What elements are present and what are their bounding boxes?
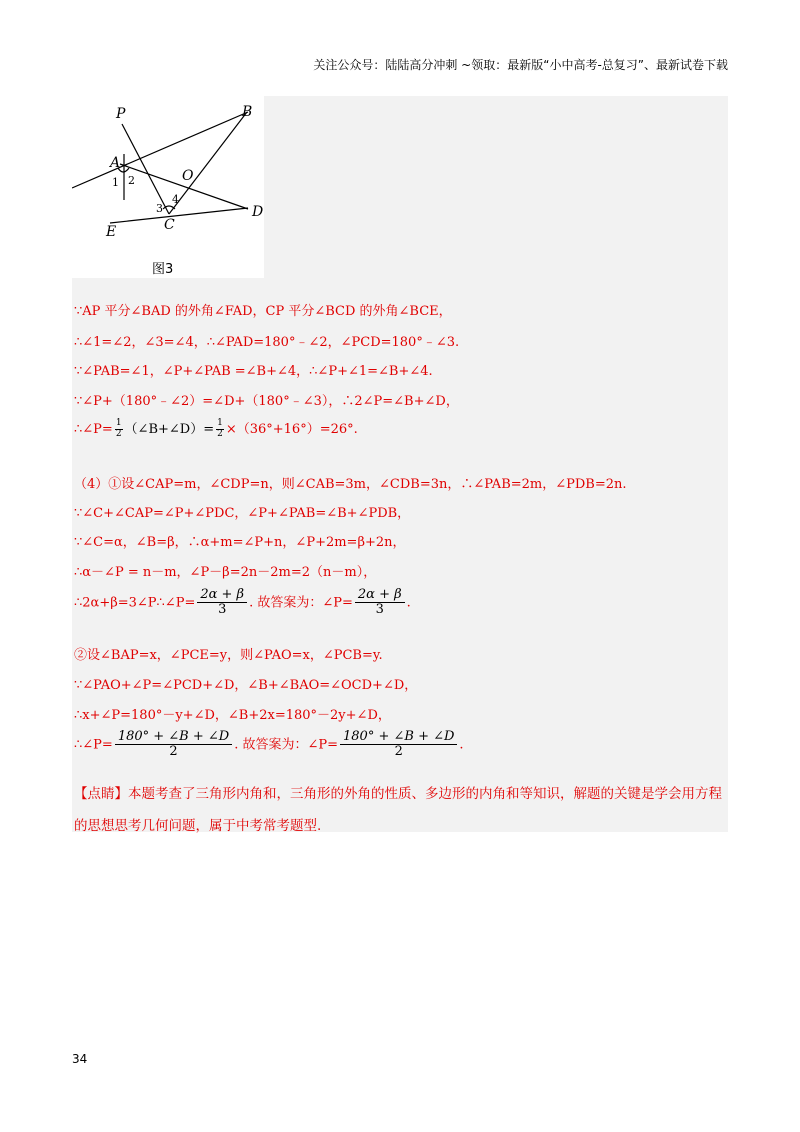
solution-line-10 xyxy=(74,588,411,618)
line10-prefix: ∴2α+β=3∠P∴∠P= xyxy=(74,595,196,611)
label-a: A xyxy=(110,155,121,171)
line10-middle: . 故答案为：∠P= xyxy=(249,595,353,611)
solution-line-5 xyxy=(74,418,358,440)
label-angle-1: 1 xyxy=(112,176,119,189)
solution-line-1: ∵AP 平分∠BAD 的外角∠FAD，CP 平分∠BCD 的外角∠BCE， xyxy=(74,304,452,319)
fraction-denominator: 3 xyxy=(375,602,384,618)
line5-middle: （∠B+∠D）= xyxy=(124,422,215,437)
line-through-a-b xyxy=(72,112,248,188)
label-d: D xyxy=(252,204,264,220)
fraction-denominator: 2 xyxy=(217,429,223,439)
label-c: C xyxy=(164,217,175,233)
label-e: E xyxy=(106,224,117,240)
fraction-one-half xyxy=(115,419,123,440)
label-b: B xyxy=(242,104,253,120)
line-b-c xyxy=(169,112,247,214)
fraction-denominator: 3 xyxy=(218,602,227,618)
label-angle-4: 4 xyxy=(172,193,179,206)
key-point-note: 【点睛】本题考查了三角形内角和，三角形的外角的性质、多边形的内角和等知识，解题的关键是学会用方程的思想思考几何问题，属于中考常考题型. xyxy=(74,786,722,834)
line5-prefix: ∴∠P= xyxy=(74,422,113,437)
fraction-denominator: 2 xyxy=(115,429,122,439)
line10-suffix: . xyxy=(406,595,411,611)
fraction-denominator: 2 xyxy=(394,744,403,760)
fraction-numerator: 180° + ∠B + ∠D xyxy=(340,730,457,745)
solution-line-13: ∴x+∠P=180°－y+∠D，∠B+2x=180°－2y+∠D， xyxy=(74,708,391,723)
fraction-one-half-2 xyxy=(216,419,224,440)
label-angle-3: 3 xyxy=(156,202,163,215)
line-p-c xyxy=(122,124,169,214)
solution-line-3: ∵∠PAB=∠1，∠P+∠PAB =∠B+∠4，∴∠P+∠1=∠B+∠4. xyxy=(74,364,433,379)
line14-suffix: . xyxy=(459,737,464,753)
line-e-d xyxy=(110,208,248,223)
line14-middle: . 故答案为：∠P= xyxy=(234,737,339,753)
solution-line-14 xyxy=(74,730,464,760)
fraction-2alpha-beta-answer xyxy=(355,588,405,618)
fraction-numerator: 2α + β xyxy=(355,588,405,603)
fraction-numerator: 2α + β xyxy=(197,588,247,603)
fraction-denominator: 2 xyxy=(169,744,178,760)
fraction-180-b-d-answer xyxy=(340,730,457,760)
label-angle-2: 2 xyxy=(128,174,135,187)
solution-line-8: ∵∠C=α，∠B=β，∴α+m=∠P+n，∠P+2m=β+2n， xyxy=(74,535,406,550)
geometry-figure xyxy=(72,96,264,278)
solution-line-12: ∵∠PAO+∠P=∠PCD+∠D，∠B+∠BAO=∠OCD+∠D， xyxy=(74,678,418,693)
solution-line-2: ∴∠1=∠2，∠3=∠4，∴∠PAD=180°﹣∠2，∠PCD=180°﹣∠3. xyxy=(74,335,460,350)
solution-line-11: ②设∠BAP=x，∠PCE=y，则∠PAO=x，∠PCB=y. xyxy=(74,648,383,663)
solution-line-4: ∵∠P+（180°﹣∠2）=∠D+（180°﹣∠3），∴2∠P=∠B+∠D， xyxy=(74,394,459,409)
figure-caption: 图3 xyxy=(152,262,174,277)
fraction-numerator: 1 xyxy=(115,418,122,429)
page-header: 关注公众号：陆陆高分冲刺 ~领取：最新版“小中高考-总复习”、最新试卷下载 xyxy=(313,58,728,72)
figure-3-diagram xyxy=(72,96,264,278)
fraction-180-b-d xyxy=(115,730,232,760)
solution-line-7: ∵∠C+∠CAP=∠P+∠PDC，∠P+∠PAB=∠B+∠PDB， xyxy=(74,506,411,521)
fraction-numerator: 1 xyxy=(217,418,223,429)
page-number: 34 xyxy=(72,1052,88,1066)
solution-line-9: ∴α－∠P = n－m，∠P－β=2n－2m=2（n－m）， xyxy=(74,565,377,580)
label-p: P xyxy=(116,106,126,122)
fraction-numerator: 180° + ∠B + ∠D xyxy=(115,730,232,745)
line14-prefix: ∴∠P= xyxy=(74,737,113,753)
fraction-2alpha-beta xyxy=(197,588,247,618)
line5-suffix: ×（36°+16°）=26°. xyxy=(225,422,358,437)
label-o: O xyxy=(182,168,194,184)
solution-line-6: （4）①设∠CAP=m，∠CDP=n，则∠CAB=3m，∠CDB=3n，∴∠PAB=2m，∠PDB=2n. xyxy=(74,477,627,492)
